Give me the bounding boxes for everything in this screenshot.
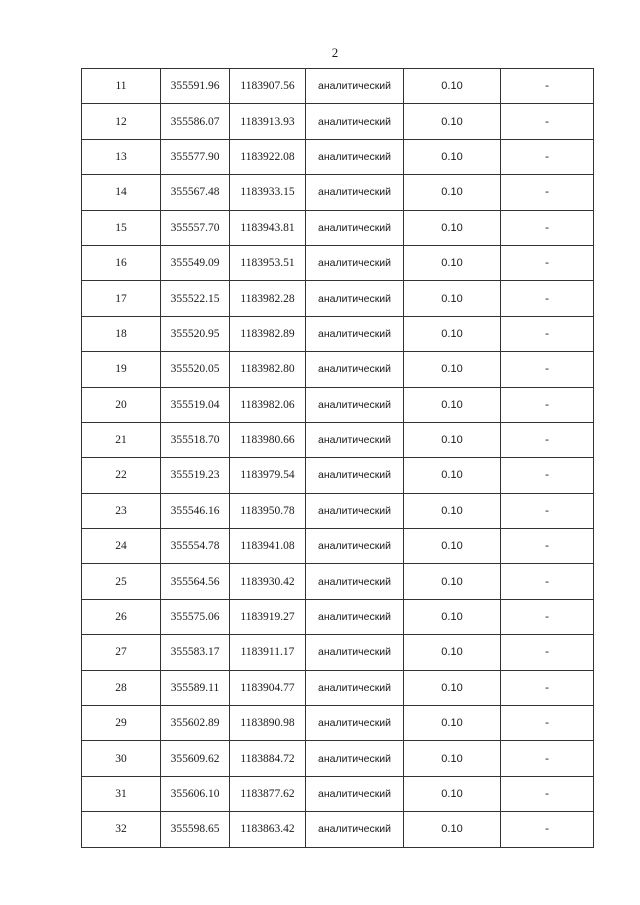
method-cell: аналитический [306,316,404,351]
y-coordinate-cell: 1183904.77 [230,670,306,705]
x-coordinate-cell: 355519.23 [161,458,230,493]
point-number-cell: 32 [82,812,161,847]
note-cell: - [501,670,594,705]
y-coordinate-cell: 1183982.89 [230,316,306,351]
x-coordinate-cell: 355583.17 [161,635,230,670]
table-row [82,422,594,457]
point-number-cell: 18 [82,316,161,351]
y-coordinate-cell: 1183863.42 [230,812,306,847]
y-coordinate-cell: 1183911.17 [230,635,306,670]
table-row [82,281,594,316]
method-cell: аналитический [306,564,404,599]
point-number-cell: 25 [82,564,161,599]
accuracy-cell: 0.10 [404,706,501,741]
accuracy-cell: 0.10 [404,493,501,528]
table-row [82,812,594,847]
method-cell: аналитический [306,635,404,670]
point-number-cell: 26 [82,599,161,634]
accuracy-cell: 0.10 [404,281,501,316]
y-coordinate-cell: 1183922.08 [230,139,306,174]
x-coordinate-cell: 355609.62 [161,741,230,776]
accuracy-cell: 0.10 [404,812,501,847]
method-cell: аналитический [306,387,404,422]
accuracy-cell: 0.10 [404,599,501,634]
accuracy-cell: 0.10 [404,529,501,564]
y-coordinate-cell: 1183953.51 [230,245,306,280]
point-number-cell: 11 [82,69,161,104]
table-row [82,493,594,528]
accuracy-cell: 0.10 [404,210,501,245]
point-number-cell: 16 [82,245,161,280]
method-cell: аналитический [306,139,404,174]
y-coordinate-cell: 1183884.72 [230,741,306,776]
y-coordinate-cell: 1183982.06 [230,387,306,422]
note-cell: - [501,776,594,811]
point-number-cell: 15 [82,210,161,245]
note-cell: - [501,529,594,564]
x-coordinate-cell: 355520.95 [161,316,230,351]
accuracy-cell: 0.10 [404,139,501,174]
table-row [82,706,594,741]
y-coordinate-cell: 1183890.98 [230,706,306,741]
accuracy-cell: 0.10 [404,316,501,351]
point-number-cell: 17 [82,281,161,316]
point-number-cell: 20 [82,387,161,422]
x-coordinate-cell: 355586.07 [161,104,230,139]
note-cell: - [501,564,594,599]
note-cell: - [501,352,594,387]
point-number-cell: 31 [82,776,161,811]
method-cell: аналитический [306,69,404,104]
note-cell: - [501,281,594,316]
table-row [82,458,594,493]
y-coordinate-cell: 1183982.80 [230,352,306,387]
table-row [82,529,594,564]
point-number-cell: 21 [82,422,161,457]
x-coordinate-cell: 355575.06 [161,599,230,634]
x-coordinate-cell: 355602.89 [161,706,230,741]
note-cell: - [501,635,594,670]
y-coordinate-cell: 1183877.62 [230,776,306,811]
x-coordinate-cell: 355564.56 [161,564,230,599]
x-coordinate-cell: 355598.65 [161,812,230,847]
note-cell: - [501,175,594,210]
method-cell: аналитический [306,281,404,316]
y-coordinate-cell: 1183933.15 [230,175,306,210]
accuracy-cell: 0.10 [404,245,501,280]
note-cell: - [501,706,594,741]
x-coordinate-cell: 355591.96 [161,69,230,104]
note-cell: - [501,493,594,528]
note-cell: - [501,387,594,422]
method-cell: аналитический [306,493,404,528]
y-coordinate-cell: 1183907.56 [230,69,306,104]
table-row [82,210,594,245]
table-row [82,139,594,174]
point-number-cell: 27 [82,635,161,670]
note-cell: - [501,316,594,351]
accuracy-cell: 0.10 [404,387,501,422]
accuracy-cell: 0.10 [404,352,501,387]
accuracy-cell: 0.10 [404,104,501,139]
point-number-cell: 30 [82,741,161,776]
x-coordinate-cell: 355518.70 [161,422,230,457]
method-cell: аналитический [306,529,404,564]
accuracy-cell: 0.10 [404,635,501,670]
table-row [82,104,594,139]
method-cell: аналитический [306,458,404,493]
note-cell: - [501,69,594,104]
y-coordinate-cell: 1183941.08 [230,529,306,564]
point-number-cell: 14 [82,175,161,210]
y-coordinate-cell: 1183980.66 [230,422,306,457]
accuracy-cell: 0.10 [404,422,501,457]
method-cell: аналитический [306,352,404,387]
method-cell: аналитический [306,741,404,776]
accuracy-cell: 0.10 [404,458,501,493]
x-coordinate-cell: 355546.16 [161,493,230,528]
point-number-cell: 29 [82,706,161,741]
note-cell: - [501,741,594,776]
point-number-cell: 22 [82,458,161,493]
table-row [82,564,594,599]
point-number-cell: 12 [82,104,161,139]
table-row [82,69,594,104]
method-cell: аналитический [306,175,404,210]
y-coordinate-cell: 1183943.81 [230,210,306,245]
coordinates-table [81,68,594,848]
x-coordinate-cell: 355567.48 [161,175,230,210]
y-coordinate-cell: 1183919.27 [230,599,306,634]
accuracy-cell: 0.10 [404,741,501,776]
x-coordinate-cell: 355577.90 [161,139,230,174]
point-number-cell: 24 [82,529,161,564]
table-row [82,776,594,811]
table-row [82,599,594,634]
note-cell: - [501,599,594,634]
table-row [82,175,594,210]
method-cell: аналитический [306,812,404,847]
note-cell: - [501,139,594,174]
accuracy-cell: 0.10 [404,564,501,599]
y-coordinate-cell: 1183913.93 [230,104,306,139]
x-coordinate-cell: 355520.05 [161,352,230,387]
y-coordinate-cell: 1183982.28 [230,281,306,316]
method-cell: аналитический [306,670,404,705]
point-number-cell: 13 [82,139,161,174]
point-number-cell: 23 [82,493,161,528]
method-cell: аналитический [306,245,404,280]
method-cell: аналитический [306,104,404,139]
table-row [82,245,594,280]
x-coordinate-cell: 355606.10 [161,776,230,811]
note-cell: - [501,210,594,245]
note-cell: - [501,104,594,139]
x-coordinate-cell: 355522.15 [161,281,230,316]
page-number: 2 [331,45,339,60]
method-cell: аналитический [306,776,404,811]
method-cell: аналитический [306,422,404,457]
note-cell: - [501,422,594,457]
note-cell: - [501,812,594,847]
x-coordinate-cell: 355519.04 [161,387,230,422]
table-row [82,352,594,387]
y-coordinate-cell: 1183930.42 [230,564,306,599]
x-coordinate-cell: 355554.78 [161,529,230,564]
x-coordinate-cell: 355549.09 [161,245,230,280]
note-cell: - [501,458,594,493]
method-cell: аналитический [306,706,404,741]
note-cell: - [501,245,594,280]
accuracy-cell: 0.10 [404,670,501,705]
table-row [82,670,594,705]
table-row [82,635,594,670]
table-row [82,387,594,422]
table-row [82,741,594,776]
point-number-cell: 19 [82,352,161,387]
method-cell: аналитический [306,210,404,245]
y-coordinate-cell: 1183950.78 [230,493,306,528]
point-number-cell: 28 [82,670,161,705]
x-coordinate-cell: 355589.11 [161,670,230,705]
accuracy-cell: 0.10 [404,69,501,104]
accuracy-cell: 0.10 [404,175,501,210]
method-cell: аналитический [306,599,404,634]
x-coordinate-cell: 355557.70 [161,210,230,245]
table-row [82,316,594,351]
coordinates-table-body [82,69,594,848]
accuracy-cell: 0.10 [404,776,501,811]
y-coordinate-cell: 1183979.54 [230,458,306,493]
